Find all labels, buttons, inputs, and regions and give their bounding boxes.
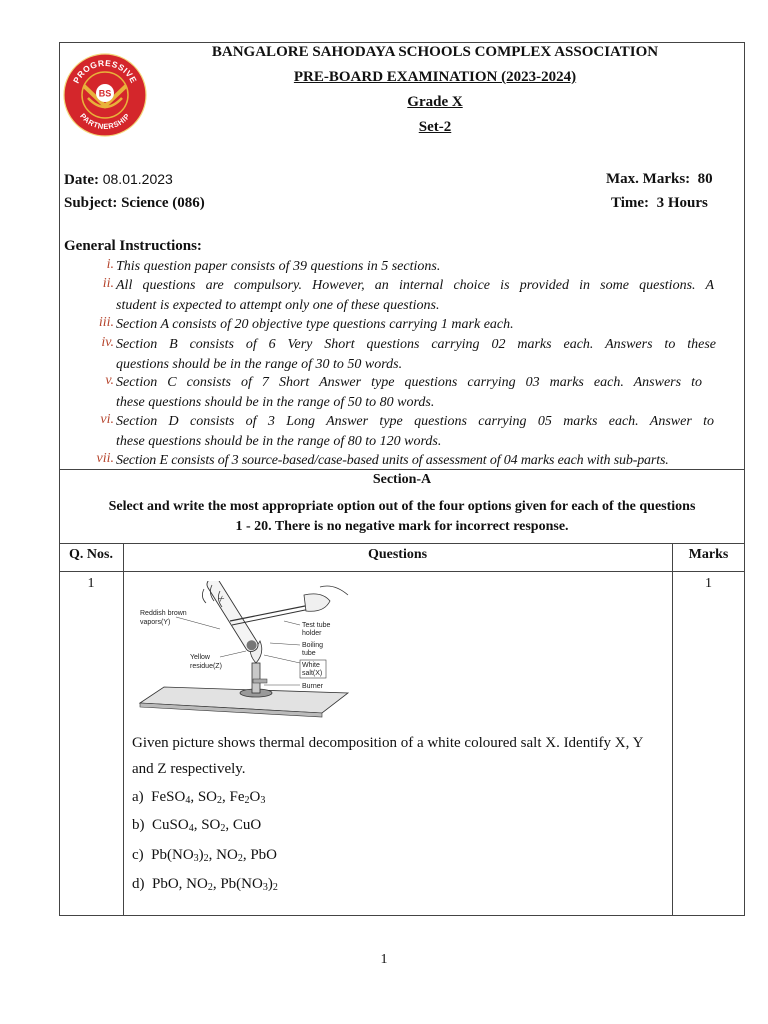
instruction-number: vi. (100, 412, 114, 427)
table-header-rule (59, 571, 745, 572)
set-title: Set-2 (418, 119, 452, 135)
question-text (132, 730, 662, 782)
date-label: Date: (64, 172, 99, 188)
table-col-rule-2 (672, 543, 673, 916)
table-col-rule-1 (123, 543, 124, 916)
label-vapors: Reddish brown (140, 610, 187, 617)
org-title: BANGALORE SAHODAYA SCHOOLS COMPLEX ASSOCIATION (211, 44, 659, 60)
max-marks-line (606, 171, 713, 188)
label-white: White (302, 662, 320, 669)
option-sub: 2 (237, 853, 243, 864)
instruction-number: iv. (101, 335, 114, 350)
option-text: , NO (208, 847, 238, 863)
option-d (132, 876, 278, 893)
logo-text-top: PROGRESSIVE (70, 57, 140, 85)
instruction-item (86, 412, 740, 452)
option-c (132, 847, 277, 864)
label-boiling-2: tube (302, 650, 316, 657)
exam-title: PRE-BOARD EXAMINATION (2023-2024) (293, 69, 577, 85)
option-label: c) (132, 847, 144, 863)
instruction-item (86, 373, 740, 413)
max-marks-value: 80 (697, 171, 713, 187)
school-logo (62, 52, 148, 138)
section-desc-line: Select and write the most appropriate option out of the four options given for each of the questions (108, 499, 696, 514)
option-sub: 2 (244, 795, 250, 806)
option-sub: 4 (188, 823, 194, 834)
instruction-item (86, 315, 740, 335)
option-text: ) (267, 876, 273, 892)
label-yellow: Yellow (190, 654, 210, 661)
instruction-text: these questions should be in the range of 50 to 80 words. (116, 394, 435, 410)
option-label: b) (132, 817, 145, 833)
question-marks: 1 (705, 576, 712, 591)
option-text: Pb(NO (151, 847, 194, 863)
option-text: ) (198, 847, 204, 863)
section-description (70, 497, 734, 537)
section-title: Section-A (372, 472, 432, 487)
option-text: , CuO (225, 817, 262, 833)
header-marks: Marks (688, 547, 729, 562)
instruction-number: i. (106, 257, 114, 272)
label-white-x: salt(X) (302, 670, 323, 677)
time-label: Time: (611, 195, 650, 211)
table-top-rule (59, 543, 745, 544)
label-yellow-z: residue(Z) (190, 663, 222, 670)
question-line: Given picture shows thermal decomposition of a white coloured salt X. Identify X, Y (132, 735, 644, 751)
label-holder: Test tube (302, 622, 331, 629)
subject-value: Science (086) (121, 195, 205, 211)
max-marks-label: Max. Marks: (606, 171, 691, 187)
option-sub: 3 (193, 853, 199, 864)
label-vapors-y: vapors(Y) (140, 619, 171, 626)
instruction-number: ii. (102, 276, 114, 291)
time-value: 3 Hours (656, 195, 708, 211)
instructions-title: General Instructions: (64, 238, 202, 254)
option-b (132, 817, 261, 834)
logo-text-bottom: PARTNERSHIP (78, 111, 132, 132)
option-text: PbO, NO (152, 876, 208, 892)
option-text: , Fe (222, 789, 245, 805)
option-sub: 2 (272, 882, 278, 893)
option-sub: 3 (262, 882, 268, 893)
option-text: CuSO (152, 817, 189, 833)
section-desc-line: 1 - 20. There is no negative mark for incorrect response. (235, 519, 569, 534)
date-line (64, 171, 173, 189)
header-questions: Questions (367, 547, 428, 562)
question-number: 1 (87, 576, 95, 591)
instruction-text: student is expected to attempt only one of these questions. (116, 297, 440, 313)
subject-line (64, 195, 205, 212)
instruction-text: these questions should be in the range of 80 to 120 words. (116, 433, 442, 449)
time-line (611, 195, 708, 212)
option-text: , SO (190, 789, 218, 805)
label-boiling: Boiling (302, 642, 324, 649)
instruction-text: All questions are compulsory. However, an internal choice is provided in some questions. A (116, 278, 714, 293)
option-text: O (249, 789, 261, 805)
option-sub: 2 (207, 882, 213, 893)
subject-label: Subject: (64, 195, 118, 211)
option-label: a) (132, 789, 144, 805)
option-sub: 2 (203, 853, 209, 864)
option-text: , PbO (242, 847, 278, 863)
option-sub: 2 (220, 823, 226, 834)
instruction-text: This question paper consists of 39 questions in 5 sections. (116, 259, 441, 274)
option-sub: 4 (185, 795, 191, 806)
instruction-text: questions should be in the range of 30 to 50 words. (116, 356, 403, 372)
thermal-decomposition-figure (134, 581, 352, 721)
option-a (132, 789, 265, 806)
instruction-number: vii. (96, 451, 114, 466)
question-line: and Z respectively. (132, 761, 246, 777)
option-text: , SO (193, 817, 221, 833)
logo-initials: BS (98, 88, 112, 99)
instruction-item (86, 257, 740, 277)
instruction-number: v. (105, 373, 114, 388)
header-qno: Q. Nos. (69, 547, 113, 562)
option-text: , Pb(NO (212, 876, 263, 892)
date-value: 08.01.2023 (102, 171, 173, 187)
option-sub: 3 (260, 795, 266, 806)
instruction-text: Section E consists of 3 source-based/case-based units of assessment of 04 marks each with sub-parts. (116, 453, 669, 468)
instruction-text: Section A consists of 20 objective type questions carrying 1 mark each. (116, 317, 514, 332)
instruction-item (86, 276, 740, 316)
tube-mark: X (216, 595, 225, 603)
instruction-item (86, 335, 740, 375)
option-label: d) (132, 876, 145, 892)
label-holder-2: holder (302, 630, 322, 637)
instruction-text: Section B consists of 6 Very Short questions carrying 02 marks each. Answers to these (116, 337, 716, 352)
page-number: 1 (380, 952, 388, 967)
label-burner: Burner (302, 683, 324, 690)
instruction-text: Section C consists of 7 Short Answer type questions carrying 03 marks each. Answers to (116, 375, 702, 390)
instruction-item (86, 451, 740, 471)
option-text: FeSO (151, 789, 186, 805)
instruction-number: iii. (98, 315, 114, 330)
option-sub: 2 (217, 795, 223, 806)
grade-title: Grade X (407, 94, 463, 110)
instruction-text: Section D consists of 3 Long Answer type questions carrying 05 marks each. Answer to (116, 414, 714, 429)
